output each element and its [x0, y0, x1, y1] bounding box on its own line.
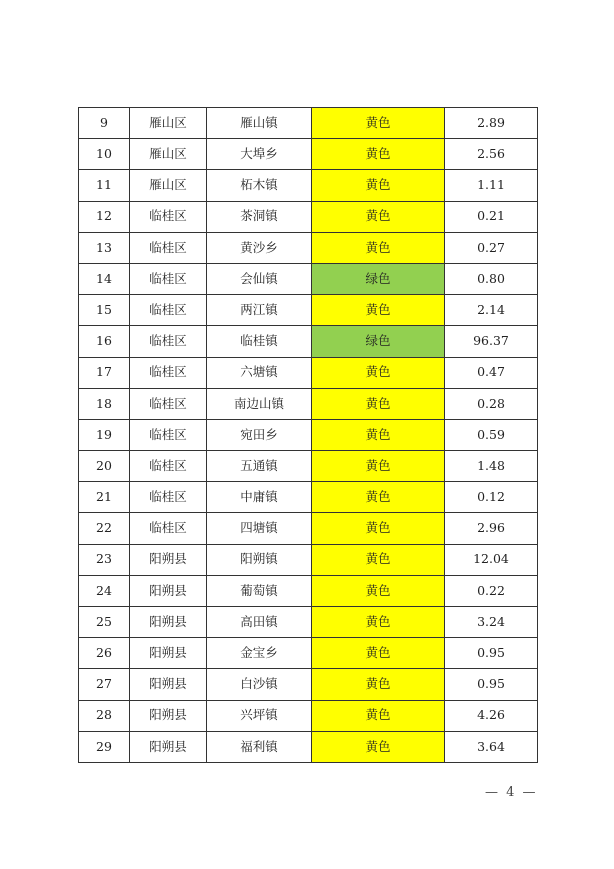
table-row: [79, 575, 538, 606]
town-cell: 白沙镇: [207, 669, 312, 700]
row-index-cell: 25: [79, 607, 130, 638]
town-cell: 阳朔镇: [207, 544, 312, 575]
row-index-cell: 23: [79, 544, 130, 575]
table-row: [79, 170, 538, 201]
district-cell: 临桂区: [130, 263, 207, 294]
town-cell: 柘木镇: [207, 170, 312, 201]
district-cell: 雁山区: [130, 170, 207, 201]
table-row: [79, 607, 538, 638]
district-cell: 临桂区: [130, 201, 207, 232]
table-row: [79, 357, 538, 388]
warning-level-cell: 黄色: [312, 232, 445, 263]
value-cell: 12.04: [445, 544, 538, 575]
district-cell: 阳朔县: [130, 638, 207, 669]
district-cell: 阳朔县: [130, 575, 207, 606]
value-cell: 0.27: [445, 232, 538, 263]
row-index-cell: 21: [79, 482, 130, 513]
row-index-cell: 16: [79, 326, 130, 357]
warning-level-cell: 黄色: [312, 357, 445, 388]
district-cell: 雁山区: [130, 108, 207, 139]
value-cell: 96.37: [445, 326, 538, 357]
district-cell: 临桂区: [130, 232, 207, 263]
value-cell: 0.22: [445, 575, 538, 606]
table-row: [79, 419, 538, 450]
town-cell: 中庸镇: [207, 482, 312, 513]
value-cell: 0.28: [445, 388, 538, 419]
table-row: [79, 544, 538, 575]
row-index-cell: 15: [79, 295, 130, 326]
row-index-cell: 22: [79, 513, 130, 544]
row-index-cell: 24: [79, 575, 130, 606]
value-cell: 0.47: [445, 357, 538, 388]
table-row: [79, 232, 538, 263]
town-cell: 高田镇: [207, 607, 312, 638]
table-row: [79, 451, 538, 482]
value-cell: 0.12: [445, 482, 538, 513]
table-row: [79, 388, 538, 419]
warning-level-cell: 黄色: [312, 139, 445, 170]
table-row: [79, 669, 538, 700]
row-index-cell: 12: [79, 201, 130, 232]
data-table-wrapper: [78, 107, 537, 763]
row-index-cell: 17: [79, 357, 130, 388]
page-number: — 4 —: [485, 785, 538, 800]
table-row: [79, 263, 538, 294]
table-body: [79, 108, 538, 763]
warning-level-cell: 黄色: [312, 575, 445, 606]
district-cell: 临桂区: [130, 513, 207, 544]
table-row: [79, 326, 538, 357]
town-cell: 雁山镇: [207, 108, 312, 139]
value-cell: 0.95: [445, 638, 538, 669]
row-index-cell: 19: [79, 419, 130, 450]
row-index-cell: 28: [79, 700, 130, 731]
district-cell: 阳朔县: [130, 544, 207, 575]
town-cell: 南边山镇: [207, 388, 312, 419]
warning-level-cell: 黄色: [312, 201, 445, 232]
district-cell: 临桂区: [130, 482, 207, 513]
row-index-cell: 29: [79, 731, 130, 762]
value-cell: 0.80: [445, 263, 538, 294]
row-index-cell: 9: [79, 108, 130, 139]
value-cell: 1.48: [445, 451, 538, 482]
district-cell: 临桂区: [130, 419, 207, 450]
warning-level-cell: 黄色: [312, 170, 445, 201]
value-cell: 0.95: [445, 669, 538, 700]
town-cell: 葡萄镇: [207, 575, 312, 606]
town-cell: 临桂镇: [207, 326, 312, 357]
district-cell: 临桂区: [130, 388, 207, 419]
warning-level-cell: 黄色: [312, 419, 445, 450]
warning-level-cell: 黄色: [312, 451, 445, 482]
warning-level-cell: 黄色: [312, 388, 445, 419]
table-row: [79, 482, 538, 513]
value-cell: 2.89: [445, 108, 538, 139]
warning-level-cell: 黄色: [312, 607, 445, 638]
warning-level-cell: 黄色: [312, 700, 445, 731]
row-index-cell: 26: [79, 638, 130, 669]
district-cell: 阳朔县: [130, 607, 207, 638]
row-index-cell: 10: [79, 139, 130, 170]
table-row: [79, 700, 538, 731]
town-cell: 大埠乡: [207, 139, 312, 170]
row-index-cell: 11: [79, 170, 130, 201]
warning-level-cell: 绿色: [312, 326, 445, 357]
warning-level-cell: 黄色: [312, 638, 445, 669]
district-cell: 临桂区: [130, 295, 207, 326]
district-cell: 阳朔县: [130, 669, 207, 700]
warning-level-cell: 黄色: [312, 731, 445, 762]
town-cell: 黄沙乡: [207, 232, 312, 263]
town-cell: 五通镇: [207, 451, 312, 482]
row-index-cell: 27: [79, 669, 130, 700]
town-cell: 福利镇: [207, 731, 312, 762]
warning-level-cell: 黄色: [312, 108, 445, 139]
town-cell: 宛田乡: [207, 419, 312, 450]
district-cell: 临桂区: [130, 357, 207, 388]
district-cell: 阳朔县: [130, 731, 207, 762]
table-row: [79, 108, 538, 139]
value-cell: 2.56: [445, 139, 538, 170]
table-row: [79, 139, 538, 170]
town-cell: 茶洞镇: [207, 201, 312, 232]
table-row: [79, 295, 538, 326]
value-cell: 3.64: [445, 731, 538, 762]
warning-level-cell: 黄色: [312, 295, 445, 326]
warning-level-cell: 黄色: [312, 513, 445, 544]
town-cell: 六塘镇: [207, 357, 312, 388]
table-row: [79, 731, 538, 762]
row-index-cell: 20: [79, 451, 130, 482]
table-row: [79, 201, 538, 232]
warning-level-cell: 黄色: [312, 482, 445, 513]
row-index-cell: 18: [79, 388, 130, 419]
town-cell: 金宝乡: [207, 638, 312, 669]
row-index-cell: 14: [79, 263, 130, 294]
town-cell: 两江镇: [207, 295, 312, 326]
value-cell: 0.21: [445, 201, 538, 232]
warning-level-cell: 黄色: [312, 669, 445, 700]
town-cell: 会仙镇: [207, 263, 312, 294]
value-cell: 0.59: [445, 419, 538, 450]
district-cell: 雁山区: [130, 139, 207, 170]
district-cell: 临桂区: [130, 326, 207, 357]
district-cell: 阳朔县: [130, 700, 207, 731]
row-index-cell: 13: [79, 232, 130, 263]
value-cell: 2.96: [445, 513, 538, 544]
value-cell: 2.14: [445, 295, 538, 326]
district-cell: 临桂区: [130, 451, 207, 482]
warning-level-cell: 黄色: [312, 544, 445, 575]
data-table: [78, 107, 538, 763]
value-cell: 4.26: [445, 700, 538, 731]
value-cell: 3.24: [445, 607, 538, 638]
value-cell: 1.11: [445, 170, 538, 201]
town-cell: 四塘镇: [207, 513, 312, 544]
table-row: [79, 638, 538, 669]
warning-level-cell: 绿色: [312, 263, 445, 294]
table-row: [79, 513, 538, 544]
town-cell: 兴坪镇: [207, 700, 312, 731]
